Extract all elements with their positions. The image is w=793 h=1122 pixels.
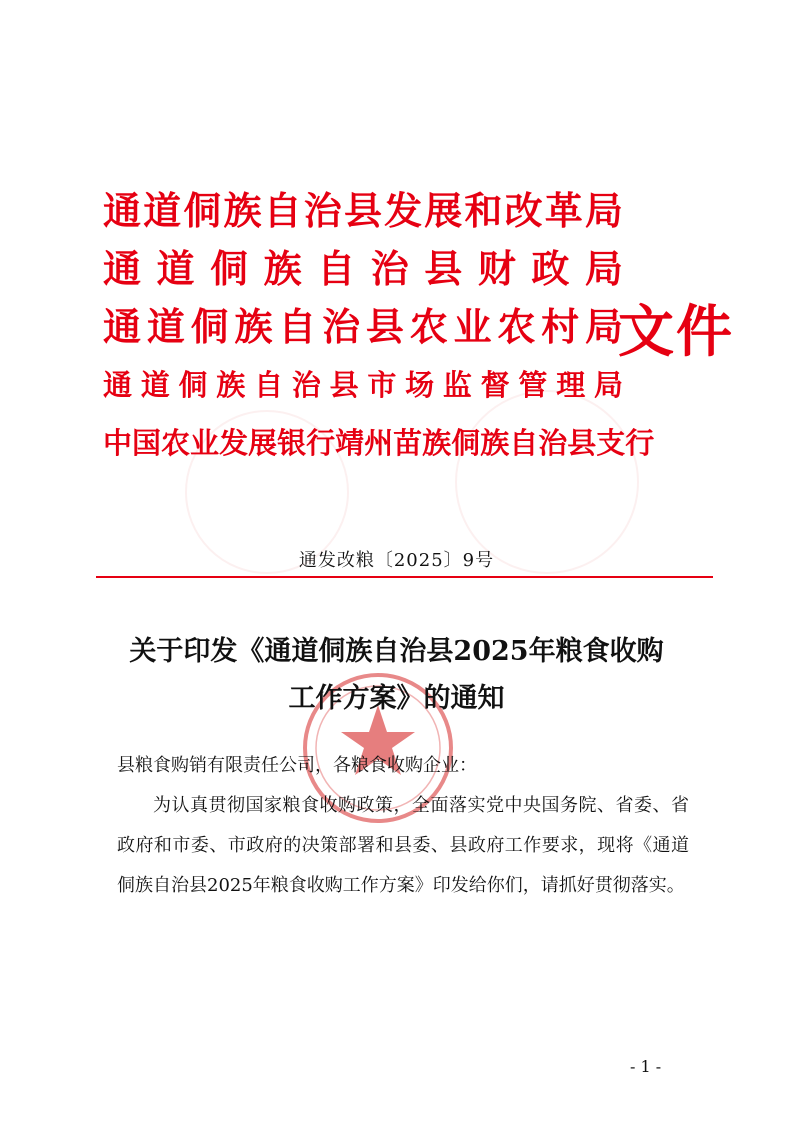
issuer-char: 族	[480, 425, 510, 460]
issuer-char: 道	[156, 246, 195, 291]
issuer-block	[103, 182, 655, 472]
issuer-char: 自	[317, 246, 356, 291]
issuer-char: 县	[567, 425, 597, 460]
document-body	[117, 746, 689, 906]
issuer-char: 国	[132, 425, 162, 460]
issuer-char: 族	[263, 246, 302, 291]
issuer-char: 场	[405, 367, 435, 402]
issuer-char: 侗	[178, 367, 208, 402]
issuer-row	[103, 356, 623, 414]
issuer-char: 自	[263, 188, 302, 233]
issuer-char: 农	[409, 304, 448, 349]
issuer-char: 县	[424, 246, 463, 291]
issuer-char: 和	[464, 188, 503, 233]
issuer-char: 市	[367, 367, 397, 402]
issuer-char: 发	[219, 425, 249, 460]
issuer-char: 通	[103, 188, 142, 233]
file-label: 文件	[618, 299, 734, 365]
issuer-char: 县	[329, 367, 359, 402]
issuer-char: 通	[103, 304, 142, 349]
issuer-char: 政	[531, 246, 570, 291]
issuer-char: 县	[343, 188, 382, 233]
issuer-char: 中	[103, 425, 133, 460]
issuer-char: 族	[223, 188, 262, 233]
issuer-char: 展	[248, 425, 278, 460]
issuer-char: 发	[384, 188, 423, 233]
page-number: - 1 -	[630, 1057, 662, 1076]
issuer-row	[103, 414, 655, 472]
issuer-char: 改	[504, 188, 543, 233]
issuer-row	[103, 182, 623, 240]
red-divider-line	[96, 576, 713, 578]
issuer-char: 族	[216, 367, 246, 402]
issuer-row	[103, 298, 623, 356]
issuer-char: 督	[480, 367, 510, 402]
issuer-char: 自	[254, 367, 284, 402]
issuer-char: 苗	[393, 425, 423, 460]
issuer-char: 侗	[210, 246, 249, 291]
issuer-row	[103, 240, 623, 298]
issuer-char: 农	[161, 425, 191, 460]
issuer-char: 行	[625, 425, 655, 460]
issuer-char: 治	[370, 246, 409, 291]
salutation: 县粮食购销有限责任公司，各粮食收购企业：	[117, 755, 477, 776]
issuer-char: 业	[190, 425, 220, 460]
issuer-char: 族	[234, 304, 273, 349]
issuer-char: 治	[303, 188, 342, 233]
issuer-char: 村	[541, 304, 580, 349]
issuer-char: 财	[477, 246, 516, 291]
issuer-char: 侗	[190, 304, 229, 349]
issuer-char: 行	[306, 425, 336, 460]
body-paragraph: 为认真贯彻国家粮食收购政策，全面落实党中央国务院、省委、省政府和市委、市政府的决策部署和县委、县政府工作要求，现将《通道侗族自治县2025年粮食收购工作方案》印发给你们，请抓好贯彻落实。	[117, 795, 689, 896]
issuer-char: 州	[364, 425, 394, 460]
issuer-char: 道	[146, 304, 185, 349]
issuer-char: 银	[277, 425, 307, 460]
issuer-char: 局	[584, 188, 623, 233]
issuer-char: 理	[556, 367, 586, 402]
issuer-char: 治	[322, 304, 361, 349]
issuer-char: 靖	[335, 425, 365, 460]
document-number: 通发改粮〔2025〕9号	[298, 550, 495, 571]
issuer-char: 支	[596, 425, 626, 460]
issuer-char: 管	[518, 367, 548, 402]
issuer-char: 业	[453, 304, 492, 349]
issuer-char: 展	[424, 188, 463, 233]
issuer-char: 县	[365, 304, 404, 349]
issuer-char: 自	[278, 304, 317, 349]
issuer-char: 侗	[183, 188, 222, 233]
issuer-char: 治	[291, 367, 321, 402]
issuer-char: 革	[544, 188, 583, 233]
issuer-char: 农	[497, 304, 536, 349]
issuer-char: 监	[442, 367, 472, 402]
issuer-char: 道	[140, 367, 170, 402]
title-line-2: 工作方案》的通知	[288, 683, 505, 714]
issuer-char: 局	[584, 246, 623, 291]
title-line-1: 关于印发《通道侗族自治县2025年粮食收购	[129, 636, 664, 667]
document-title	[100, 628, 693, 722]
issuer-char: 通	[103, 246, 142, 291]
issuer-char: 道	[143, 188, 182, 233]
issuer-char: 族	[422, 425, 452, 460]
issuer-char: 侗	[451, 425, 481, 460]
issuer-char: 通	[103, 367, 133, 402]
issuer-char: 自	[509, 425, 539, 460]
issuer-char: 局	[593, 367, 623, 402]
issuer-char: 治	[538, 425, 568, 460]
issuer-char: 局	[584, 304, 623, 349]
